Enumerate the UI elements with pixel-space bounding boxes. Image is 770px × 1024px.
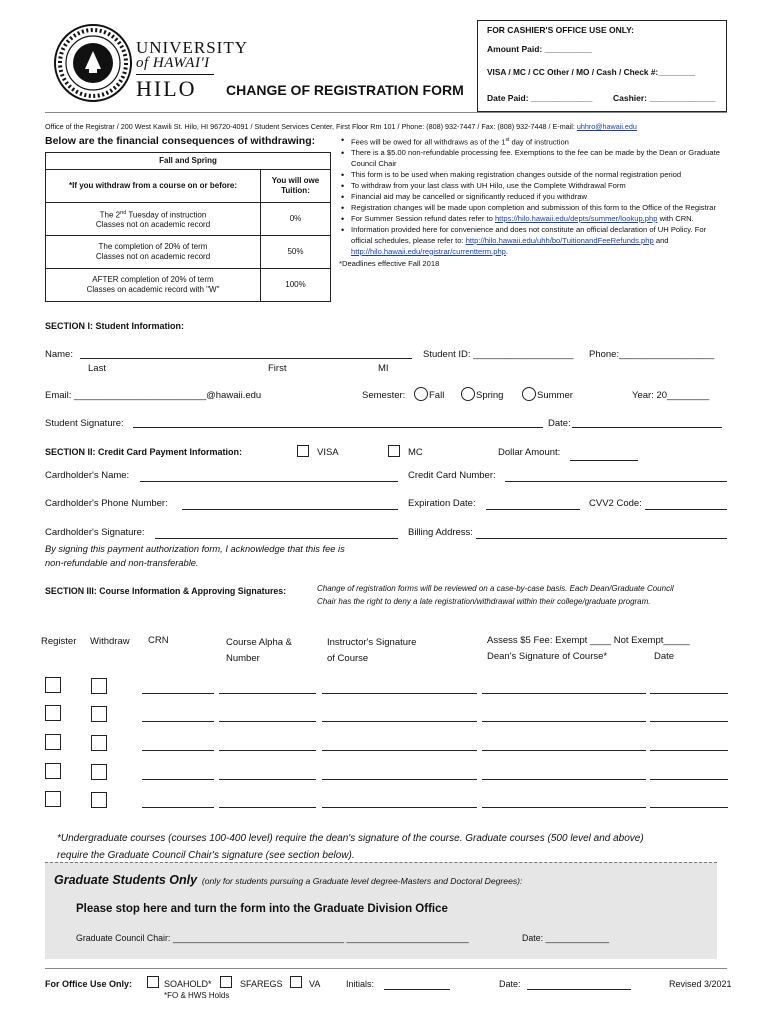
course-alpha-input[interactable] bbox=[219, 779, 316, 780]
register-checkbox[interactable] bbox=[45, 763, 61, 779]
expiration-label: Expiration Date: bbox=[408, 498, 476, 509]
office-address: Office of the Registrar / 200 West Kawili St. Hilo, HI 96720-4091 / Student Services Center, First Floor Rm 101 / Phone: (808) 932-7447 / Fax: (808) 932-7448 / E-mail: uhhro@hawaii.edu bbox=[45, 122, 637, 131]
cc-number-label: Credit Card Number: bbox=[408, 470, 496, 481]
student-date-label: Date: bbox=[548, 418, 571, 429]
when-cell: The completion of 20% of term Classes not on academic record bbox=[46, 236, 261, 269]
course-alpha-input[interactable] bbox=[219, 693, 316, 694]
revised-date: Revised 3/2021 bbox=[669, 979, 732, 989]
dean-signature-input[interactable] bbox=[482, 807, 646, 808]
course-date-input[interactable] bbox=[650, 721, 728, 722]
graduate-section bbox=[45, 862, 717, 959]
table-row bbox=[46, 269, 331, 302]
dean-signature-input[interactable] bbox=[482, 779, 646, 780]
dean-signature-input[interactable] bbox=[482, 693, 646, 694]
course-alpha-input[interactable] bbox=[219, 750, 316, 751]
student-id-field[interactable]: Student ID: ___________________ bbox=[423, 349, 574, 360]
col-dean-signature: Dean's Signature of Course* bbox=[487, 651, 608, 662]
crn-input[interactable] bbox=[142, 779, 214, 780]
list-item: • For Summer Session refund dates refer to https://hilo.hawaii.edu/depts/summer/lookup.php with CRN. bbox=[351, 214, 729, 225]
register-checkbox[interactable] bbox=[45, 705, 61, 721]
owe-cell: 100% bbox=[261, 269, 331, 302]
graduate-chair-field[interactable]: Graduate Council Chair: ___________________________________ _________________________ bbox=[76, 933, 469, 943]
current-term-link[interactable]: http://hilo.hawaii.edu/registrar/currentterm.php bbox=[351, 246, 506, 256]
email-field[interactable]: Email: _________________________@hawaii.edu bbox=[45, 390, 262, 401]
instructor-signature-input[interactable] bbox=[322, 807, 477, 808]
when-cell: AFTER completion of 20% of term Classes on academic record with "W" bbox=[46, 269, 261, 302]
summer-label: Summer bbox=[537, 390, 573, 401]
list-item: • There is a $5.00 non-refundable processing fee. Exemptions to the fee can be made by the Dean or Graduate Council Chair bbox=[351, 148, 729, 170]
tuition-refund-link[interactable]: http://hilo.hawaii.edu/uhh/bo/TuitionandFeeRefunds.php bbox=[465, 235, 654, 245]
mc-label: MC bbox=[408, 447, 423, 458]
col-date: Date bbox=[654, 651, 675, 662]
withdraw-checkbox[interactable] bbox=[91, 678, 107, 694]
withdrawal-heading: Below are the financial consequences of withdrawing: bbox=[45, 135, 316, 147]
graduate-title-row bbox=[54, 873, 522, 887]
cardholder-name-input[interactable] bbox=[140, 481, 398, 482]
course-date-input[interactable] bbox=[650, 750, 728, 751]
initials-label: Initials: bbox=[346, 979, 375, 989]
cvv-label: CVV2 Code: bbox=[589, 498, 642, 509]
payment-types: VISA / MC / CC Other / MO / Cash / Check #:________ bbox=[487, 67, 696, 77]
student-signature-label: Student Signature: bbox=[45, 418, 124, 429]
list-item: • Financial aid may be cancelled or significantly reduced if you withdraw bbox=[351, 192, 729, 203]
withdraw-checkbox[interactable] bbox=[91, 764, 107, 780]
course-alpha-input[interactable] bbox=[219, 807, 316, 808]
instructor-signature-input[interactable] bbox=[322, 693, 477, 694]
list-item: • Fees will be owed for all withdraws as of the 1st day of instruction bbox=[351, 135, 729, 148]
col-header-owe: You will owe Tuition: bbox=[261, 170, 331, 203]
graduate-title: Graduate Students Only bbox=[54, 873, 198, 887]
withdrawal-table bbox=[45, 152, 331, 302]
university-seal bbox=[53, 23, 133, 103]
graduate-subtitle: (only for students pursuing a Graduate level degree-Masters and Doctoral Degrees): bbox=[201, 876, 523, 886]
mi-label: MI bbox=[378, 363, 389, 374]
authorization-text-1: By signing this payment authorization form, I acknowledge that this fee is bbox=[45, 544, 345, 554]
cashier-name: Cashier: ______________ bbox=[613, 93, 716, 103]
instructor-signature-input[interactable] bbox=[322, 779, 477, 780]
section1-heading: SECTION I: Student Information: bbox=[45, 321, 184, 331]
spring-radio[interactable] bbox=[461, 387, 475, 401]
section2-heading: SECTION II: Credit Card Payment Information: bbox=[45, 447, 243, 457]
cashier-box bbox=[477, 20, 727, 112]
form-title: CHANGE OF REGISTRATION FORM bbox=[226, 82, 464, 98]
visa-label: VISA bbox=[317, 447, 339, 458]
billing-address-label: Billing Address: bbox=[408, 527, 473, 538]
crn-input[interactable] bbox=[142, 693, 214, 694]
list-item: • To withdraw from your last class with UH Hilo, use the Complete Withdrawal Form bbox=[351, 181, 729, 192]
list-item: • Information provided here for convenience and does not constitute an official declaration of UH Policy. For official schedules, please refer to: http://hilo.hawaii.edu/uhh/bo/TuitionandFeeRefunds.php and http://hilo.hawaii.edu/registrar/currentterm.php. bbox=[351, 225, 729, 258]
list-item: • Registration changes will be made upon completion and submission of this form to the Office of the Registrar bbox=[351, 203, 729, 214]
date-paid: Date Paid: _____________ bbox=[487, 93, 593, 103]
cardholder-phone-label: Cardholder's Phone Number: bbox=[45, 498, 168, 509]
sfaregs-label: SFAREGS bbox=[240, 979, 283, 989]
summer-refund-link[interactable]: https://hilo.hawaii.edu/depts/summer/lookup.php bbox=[494, 213, 658, 223]
col-header-when: *If you withdraw from a course on or before: bbox=[46, 170, 261, 203]
office-date-input[interactable] bbox=[527, 989, 631, 990]
col-course-alpha: Course Alpha & Number bbox=[226, 637, 293, 664]
crn-input[interactable] bbox=[142, 750, 214, 751]
name-label: Name: bbox=[45, 349, 73, 360]
register-checkbox[interactable] bbox=[45, 677, 61, 693]
dollar-amount-label: Dollar Amount: bbox=[498, 447, 561, 458]
amount-paid: Amount Paid: __________ bbox=[487, 44, 592, 54]
instructor-signature-input[interactable] bbox=[322, 750, 477, 751]
course-alpha-input[interactable] bbox=[219, 721, 316, 722]
review-note-1: Change of registration forms will be reviewed on a case-by-case basis. Each Dean/Graduate Council bbox=[317, 584, 674, 593]
register-checkbox[interactable] bbox=[45, 734, 61, 750]
cardholder-signature-input[interactable] bbox=[155, 538, 398, 539]
university-name-hilo: HILO bbox=[136, 76, 197, 101]
billing-address-input[interactable] bbox=[476, 538, 727, 539]
graduate-stop-notice: Please stop here and turn the form into the Graduate Division Office bbox=[76, 903, 448, 915]
col-crn: CRN bbox=[148, 635, 169, 646]
cardholder-signature-label: Cardholder's Signature: bbox=[45, 527, 145, 538]
initials-input[interactable] bbox=[384, 989, 450, 990]
visa-checkbox[interactable] bbox=[297, 445, 309, 457]
withdraw-checkbox[interactable] bbox=[91, 792, 107, 808]
phone-field[interactable]: Phone:__________________ bbox=[589, 349, 715, 360]
crn-input[interactable] bbox=[142, 721, 214, 722]
student-date-input[interactable] bbox=[572, 427, 722, 428]
when-cell: The 2nd Tuesday of instruction Classes not on academic record bbox=[46, 203, 261, 236]
cc-number-input[interactable] bbox=[505, 481, 727, 482]
col-instructor: Instructor's Signature of Course bbox=[327, 637, 417, 664]
review-note-2: Chair has the right to deny a late registration/withdrawal within their college/graduate program. bbox=[317, 597, 651, 606]
course-date-input[interactable] bbox=[650, 693, 728, 694]
graduate-date-field[interactable]: Date: _____________ bbox=[522, 933, 610, 943]
year-field[interactable]: Year: 20________ bbox=[632, 390, 710, 401]
cardholder-phone-input[interactable] bbox=[182, 509, 398, 510]
cvv-input[interactable] bbox=[645, 509, 727, 510]
office-use-label: For Office Use Only: bbox=[45, 979, 133, 989]
sfaregs-checkbox[interactable] bbox=[220, 976, 232, 988]
fee-bullets bbox=[339, 135, 729, 268]
col-register: Register bbox=[41, 636, 77, 647]
summer-radio[interactable] bbox=[522, 387, 536, 401]
first-label: First bbox=[268, 363, 287, 374]
col-fee: Assess $5 Fee: Exempt ____ Not Exempt_____ bbox=[487, 635, 690, 646]
cardholder-name-label: Cardholder's Name: bbox=[45, 470, 130, 481]
register-checkbox[interactable] bbox=[45, 791, 61, 807]
spring-label: Spring bbox=[476, 390, 504, 401]
expiration-input[interactable] bbox=[486, 509, 580, 510]
last-label: Last bbox=[88, 363, 106, 374]
owe-cell: 50% bbox=[261, 236, 331, 269]
student-signature-input[interactable] bbox=[133, 427, 543, 428]
undergrad-note-1: *Undergraduate courses (courses 100-400 level) require the dean's signature of the course. Graduate courses (500 level and above) bbox=[57, 833, 644, 844]
va-checkbox[interactable] bbox=[290, 976, 302, 988]
section3-heading: SECTION III: Course Information & Approving Signatures: bbox=[45, 586, 287, 596]
mc-checkbox[interactable] bbox=[388, 445, 400, 457]
instructor-signature-input[interactable] bbox=[322, 721, 477, 722]
deadlines-note: *Deadlines effective Fall 2018 bbox=[339, 258, 440, 268]
withdraw-checkbox[interactable] bbox=[91, 735, 107, 751]
owe-cell: 0% bbox=[261, 203, 331, 236]
seal-icon bbox=[53, 23, 133, 103]
table-row bbox=[46, 236, 331, 269]
fall-radio[interactable] bbox=[414, 387, 428, 401]
university-name-line1: UNIVERSITY bbox=[136, 38, 248, 57]
dean-signature-input[interactable] bbox=[482, 750, 646, 751]
course-date-input[interactable] bbox=[650, 807, 728, 808]
cashier-title: FOR CASHIER'S OFFICE USE ONLY: bbox=[487, 25, 635, 35]
undergrad-note-2: require the Graduate Council Chair's signature (see section below). bbox=[57, 850, 355, 861]
table-row bbox=[46, 203, 331, 236]
authorization-text-2: non-refundable and non-transferable. bbox=[45, 558, 199, 568]
soahold-checkbox[interactable] bbox=[147, 976, 159, 988]
col-withdraw: Withdraw bbox=[90, 636, 130, 647]
name-input[interactable] bbox=[80, 358, 412, 359]
withdraw-checkbox[interactable] bbox=[91, 706, 107, 722]
table-title: Fall and Spring bbox=[46, 153, 331, 170]
university-name-line2: of HAWAI'I bbox=[136, 55, 210, 71]
office-date-label: Date: bbox=[499, 979, 521, 989]
va-label: VA bbox=[309, 979, 321, 989]
crn-input[interactable] bbox=[142, 807, 214, 808]
registrar-email-link[interactable]: uhhro@hawaii.edu bbox=[576, 122, 637, 131]
dean-signature-input[interactable] bbox=[482, 721, 646, 722]
course-date-input[interactable] bbox=[650, 779, 728, 780]
dollar-amount-input[interactable] bbox=[570, 460, 638, 461]
semester-label: Semester: bbox=[362, 390, 406, 401]
fall-label: Fall bbox=[429, 390, 445, 401]
list-item: • This form is to be used when making registration changes outside of the normal registration period bbox=[351, 170, 729, 181]
holds-note: *FO & HWS Holds bbox=[164, 991, 230, 1000]
soahold-label: SOAHOLD* bbox=[164, 979, 212, 989]
